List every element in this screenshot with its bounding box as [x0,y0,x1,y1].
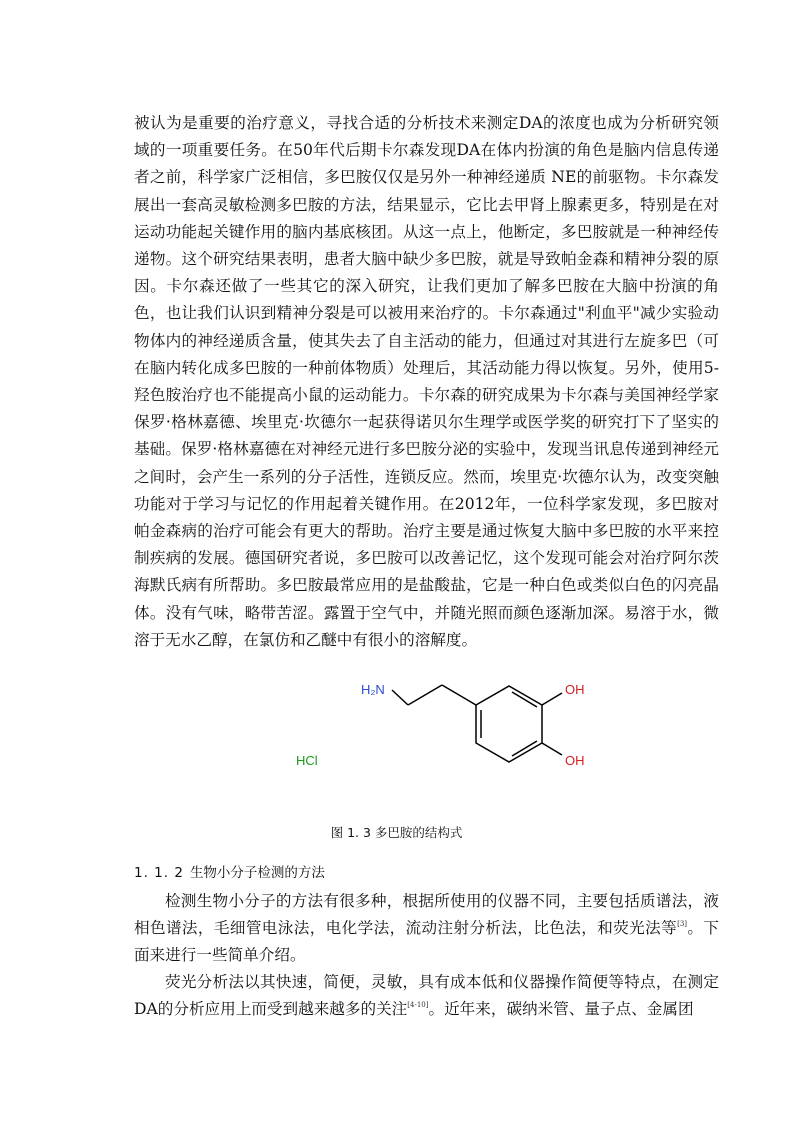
bond-c1-c2 [408,685,442,705]
section-heading [134,861,325,881]
section-paragraph-2-tail: 。近年来，碳纳米管、量子点、金属团 [428,1000,694,1019]
bond-c2-ring [442,685,476,705]
dopamine-structure-figure [280,665,620,805]
molecule-bonds [392,685,562,762]
citation-ref[interactable]: [4-10] [407,1001,429,1010]
bond-n-c1 [392,690,408,705]
hydroxyl-bottom-label: OH [565,753,585,768]
section-paragraph-1 [134,888,719,970]
section-title: 生物小分子检测的方法 [189,865,325,881]
amine-label: H₂N [361,682,385,697]
bond-ring-oh-top [542,693,562,705]
benzene-ring [476,686,542,762]
section-paragraph-2-text: 荧光分析法以其快速，简便，灵敏，具有成本低和仪器操作简便等特点，在测定DA的分析应用上而受到越来越多的关注 [134,973,719,1019]
bond-ring-oh-bottom [542,743,562,755]
hydroxyl-top-label: OH [565,682,585,697]
figure-caption: 图 1. 3 多巴胺的结构式 [330,825,463,840]
section-number: 1. 1. 2 [134,865,184,881]
citation-ref[interactable]: [3] [677,920,688,929]
section-paragraph-2 [134,969,719,1023]
section-paragraph-1-text: 检测生物小分子的方法有很多种，根据所使用的仪器不同，主要包括质谱法，液相色谱法，毛细管电泳法，电化学法，流动注射分析法，比色法，和荧光法等 [134,892,719,938]
hcl-label: HCl [296,753,318,768]
section-paragraph-1-tail: 。下面来进行一些简单介绍。 [134,919,719,965]
body-paragraph: 被认为是重要的治疗意义，寻找合适的分析技术来测定DA的浓度也成为分析研究领域的一项重要任务。在50年代后期卡尔森发现DA在体内扮演的角色是脑内信息传递者之前，科学家广泛相信，多巴胺仅仅是另外一种神经递质 NE的前驱物。卡尔森发展出一套高灵敏检测多巴胺的方法，结果显示，它比去甲肾上腺素更多，特别是在对运动功能起关键作用的脑内基底核团。从这一点上，他断定，多巴胺就是一种神经传递物。这个研究结果表明，患者大脑中缺少多巴胺，就是导致帕金森和精神分裂的原因。卡尔森还做了一些其它的深入研究，让我们更加了解多巴胺在大脑中扮演的角色，也让我们认识到精神分裂是可以被用来治疗的。卡尔森通过"利血平"减少实验动物体内的神经递质含量，使其失去了自主活动的能力，但通过对其进行左旋多巴（可在脑内转化成多巴胺的一种前体物质）处理后，其活动能力得以恢复。另外，使用5-羟色胺治疗也不能提高小鼠的运动能力。卡尔森的研究成果为卡尔森与美国神经学家保罗·格林嘉德、埃里克·坎德尔一起获得诺贝尔生理学或医学奖的研究打下了坚实的基础。保罗·格林嘉德在对神经元进行多巴胺分泌的实验中，发现当讯息传递到神经元之间时，会产生一系列的分子活性，连锁反应。然而，埃里克·坎德尔认为，改变突触功能对于学习与记忆的作用起着关键作用。在2012年，一位科学家发现，多巴胺对帕金森病的治疗可能会有更大的帮助。治疗主要是通过恢复大脑中多巴胺的水平来控制疾病的发展。德国研究者说，多巴胺可以改善记忆，这个发现可能会对治疗阿尔茨海默氏病有所帮助。多巴胺最常应用的是盐酸盐，它是一种白色或类似白色的闪亮晶体。没有气味，略带苦涩。露置于空气中，并随光照而颜色逐渐加深。易溶于水，微溶于无水乙醇，在氯仿和乙醚中有很小的溶解度。 [134,114,719,649]
